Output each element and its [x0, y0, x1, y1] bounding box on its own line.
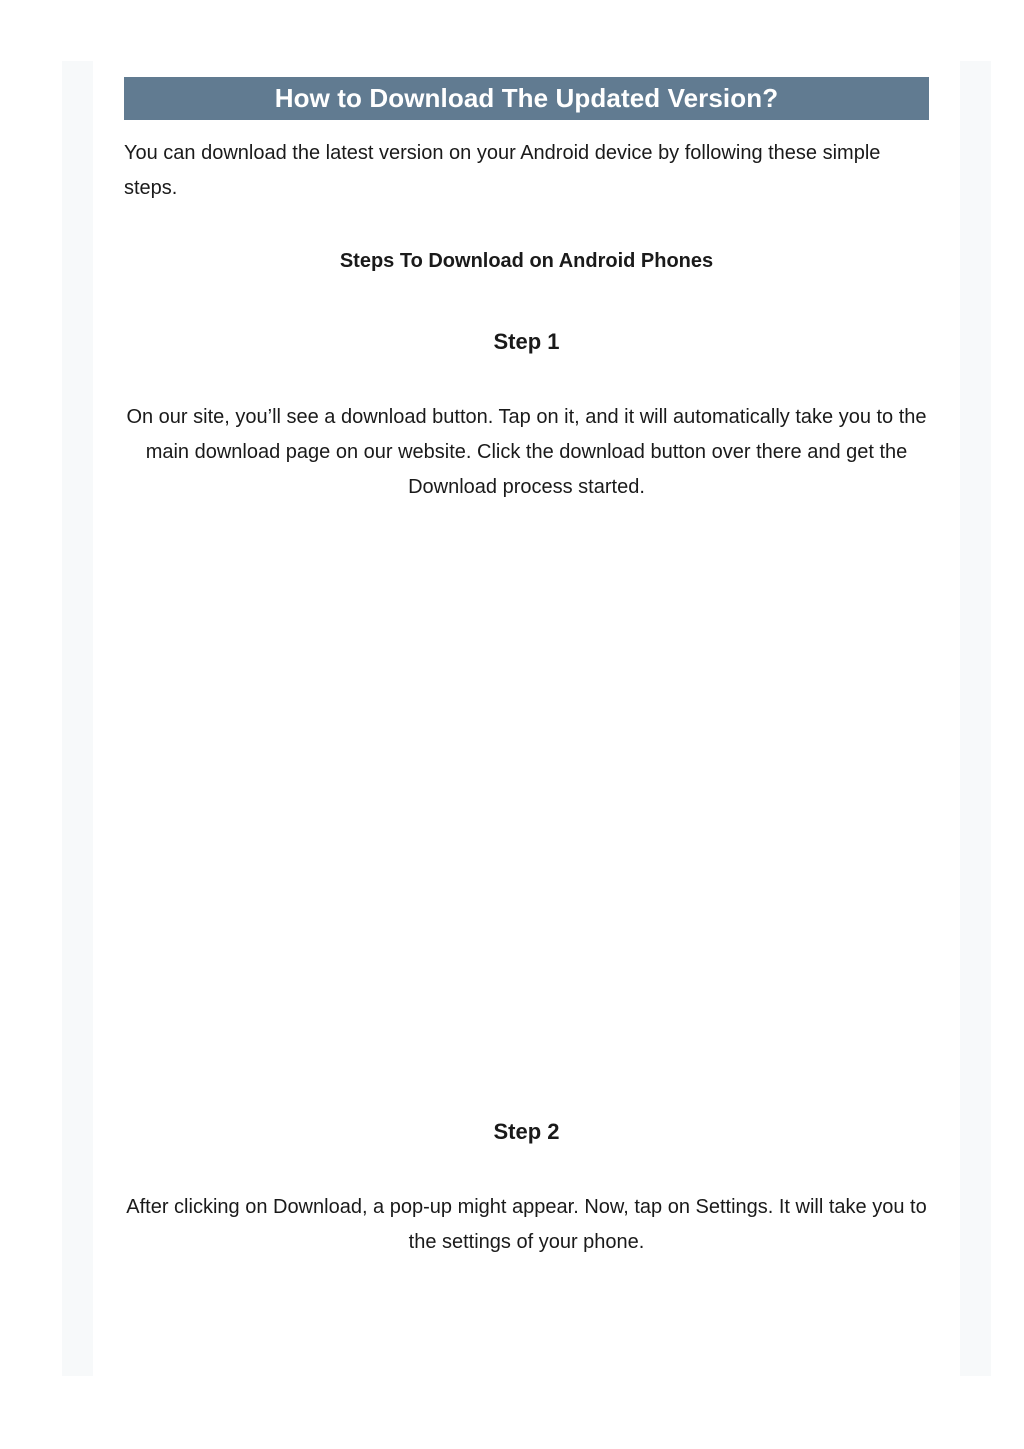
- step-2-text: After clicking on Download, a pop-up might appear. Now, tap on Settings. It will take you to the settings of your phone.: [126, 1196, 927, 1253]
- title-banner: [124, 77, 929, 120]
- intro-paragraph: You can download the latest version on your Android device by following these simple steps.: [124, 142, 881, 199]
- step-1-text: On our site, you’ll see a download button. Tap on it, and it will automatically take you to the main download page on our website. Click the download button over there and get the Download process started.: [126, 406, 927, 498]
- section-heading: Steps To Download on Android Phones: [339, 250, 714, 272]
- step-2-heading: Step 2: [493, 1119, 560, 1144]
- page-title: How to Download The Updated Version?: [274, 83, 779, 113]
- article-content: [124, 77, 929, 1253]
- left-margin-strip: [62, 61, 93, 1376]
- right-margin-strip: [960, 61, 991, 1376]
- step-1-heading: Step 1: [493, 329, 560, 354]
